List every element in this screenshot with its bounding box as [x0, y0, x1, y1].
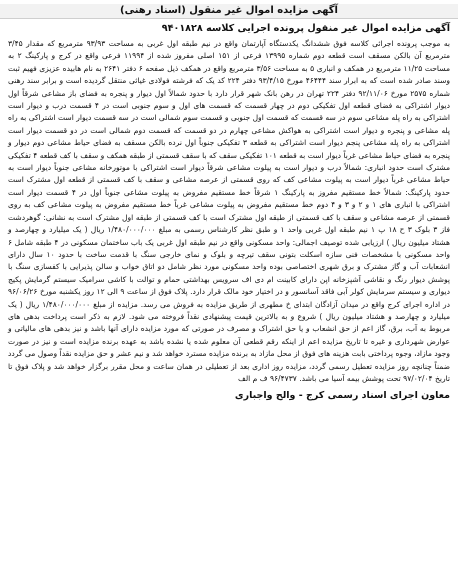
notice-body: به موجب پرونده اجرائی کلاسه فوق ششدانگ یکدستگاه آپارتمان واقع در نیم طبقه اول غربی به مساحت ۹۳/۹۳ مترمربع که مقدار ۳/۴۵ مترمربع آن بالکن مسقف است قطعه دوم شماره ۱۳۹۹۵ فرعی از ۱۵۱ اصلی مفروز شده از ۱۱۹۹۴ فرعی واقع در کرج و پارکینگ ۲ به مساحت ۱۱/۲۵ مترمربع در همکف و انباری ۵ به مساحت ۳/۵۶ مترمربع واقع در همکف ذیل صفحه ۶ دفتر ۲۶۴۱ به نام هابیده عزیزی فهیم ثبت وسند صادر شده است که به ابرار سند ۴۶۴۴۴ مورخ ۹۳/۴/۱۵ دفتر ۲۲۴ کد یک که فرشته فولادی غیاثی منتقل گردیده است و برابر سند رهنی شماره ۲۵۷۵ مورخ ۹۲/۱۱/۰۶ دفتر ۲۲۴ تهران در رهن بانک شهر قرار دارد با حدود شمالاً اول دیوار و پنجره به فضای باز مشاعی شرقاً اول دیوار اشتراکی به فضای قطعه اول تفکیکی دوم در چهار قسمت که قسمت های اول و سوم جنوبی است در ۴ قسمت درب و دیوار است اشتراکی به راه پله مشاعی سوم در سه قسمت که قسمت اول جنوبی و قسمت سوم شمالی است در سه قسمت دیوار است اشتراکی به راه پله مشاعی و پنجره و دیوار است اشتراکی به هواکش مشاعی چهارم در دو قسمت که قسمت دوم شمالی است در دو قسمت دیوار است اشتراکی به راه پله مشاعی پنجم دیوار است اشتراکی به قطعه ۳ تفکیکی جنوباً اول نرده بالکن مسقف به فضای حیاط مشاعی دوم دیوار و پنجره به فضای حیاط مشاعی غرباً دیوار است به قطعه ۱۰۱ تفکیکی سقف که با سقف قسمتی از طبقه همکف و سقف با کف قطعه ۴ تفکیکی مشترک است حدود انباری: شمالاً درب و دیوار است به پیلوت مشاعی شرقاً دیوار است اشتراکی با موتورخانه مشاعی جنوباً دیوار است به حیاط مشاعی غرباً دیوار است به پیلوت مشاعی کف که روی قسمتی از عرصه مشاعی و سقف با کف قسمتی از قطعه اول مشترک است حدود پارکینگ: شمالاً خط مستقیم مفروز به پارکینگ ۱ شرقاً خط مستقیم مفروض به پیلوت مشاعی جنوباً اول در ۴ قسمت دیوار است اشتراکی با انباری های ۱ و ۲ و ۳ و ۴ دوم خط مستقیم مفروض به پیلوت مشاعی غرباً خط مستقیم مفروض به پیلوت مشاعی کف به روی قسمتی از عرصه مشاعی و سقف با کف قسمتی از طبقه اول مشترک است با کف قسمتی از طبقه اول مشترک است به نشانی: گوهردشت فاز ۳ بلوک ۳ ح ۱۸ پ ۱ نیم طبقه اول غربی واحد ۱ و طبق نظر کارشناس رسمی به مبلغ ۱/۴۸۰/۰۰۰/۰۰۰ ریال ( یک میلیارد و چهارصد و هشتاد میلیون ریال ) ارزیابی شده توصیف اجمالی: واحد مسکونی واقع در نیم طبقه اول غربی یک باب ساختمان مسکونی در ۴ طبقه شامل ۶ واحد مسکونی با مشخصات فنی سازه اسکلت بتونی سقف تیرچه و بلوک و نمای خارجی سنگ با قدمت ساخت با حدود ۱۰ سال دارای انشعابات آب و گاز مشترک و برق شهری اختصاصی بوده واحد مسکونی مورد نظر شامل دو اتاق خواب و سالن پذیرایی با کفسازی سنگ با پوشش دیوار رنگ و نقاشی آشپزخانه اپن دارای کابینت ام دی اف سرویس بهداشتی حمام و توالت با کاشی سرامیک سیستم گرمایش پکیج دیواری و سیستم سرمایش کولر آبی فاقد آسانسور و در اختیار خود مالک قرار دارد. پلاک فوق از ساعت ۹ الی ۱۲ روز یکشنبه مورخ ۹۶/۰۶/۲۶ در اداره اجرای کرج واقع در میدان آزادگان ابتدای خ مطهری از طریق مزایده به فروش می رسد. مزایده از مبلغ ۱/۴۸۰/۰۰۰/۰۰۰ ریال ( یک میلیارد و چهارصد و هشتاد میلیون ریال ) شروع و به بالاترین قیمت پیشنهادی نقداً فروخته می شود. لازم به ذکر است پرداخت بدهی های مربوط به آب، برق، گاز اعم از حق انشعاب و یا حق اشتراک و مصرف در صورتی که مورد مزایده دارای آنها باشد و نیز بدهی های مالیاتی و عوارض شهرداری و غیره تا تاریخ مزایده اعم از اینکه رقم قطعی آن معلوم شده یا نشده باشد به عهده برنده مزایده است و نیز در صورت وجود مازاد، وجوه پرداختی بابت هزینه های فوق از محل مازاد به برنده مزایده مسترد خواهد شد و نیم عشر و حق مزایده نقداً وصول می گردد ضمناً چنانچه روز مزایده تعطیل رسمی گردد، مزایده روز اداری بعد از تعطیلی در همان ساعت و محل مقرر برگزار خواهد شد و پلاک فوق تا تاریخ ۹۷/۰۲/۰۴ تحت پوشش بیمه آسیا می باشد. ۹۶/۴۷۳۷ ف م الف	[8, 39, 451, 383]
case-heading: آگهی مزایده اموال غیر منقول پرونده اجرایی کلاسه ۹۴۰۱۸۲۸	[161, 23, 450, 34]
notice-title: آگهی مزایده اموال غیر منقول (اسناد رهنی)	[0, 4, 458, 19]
signature-line: معاون اجرای اسناد رسمی کرج - والح واجباری	[234, 390, 450, 402]
